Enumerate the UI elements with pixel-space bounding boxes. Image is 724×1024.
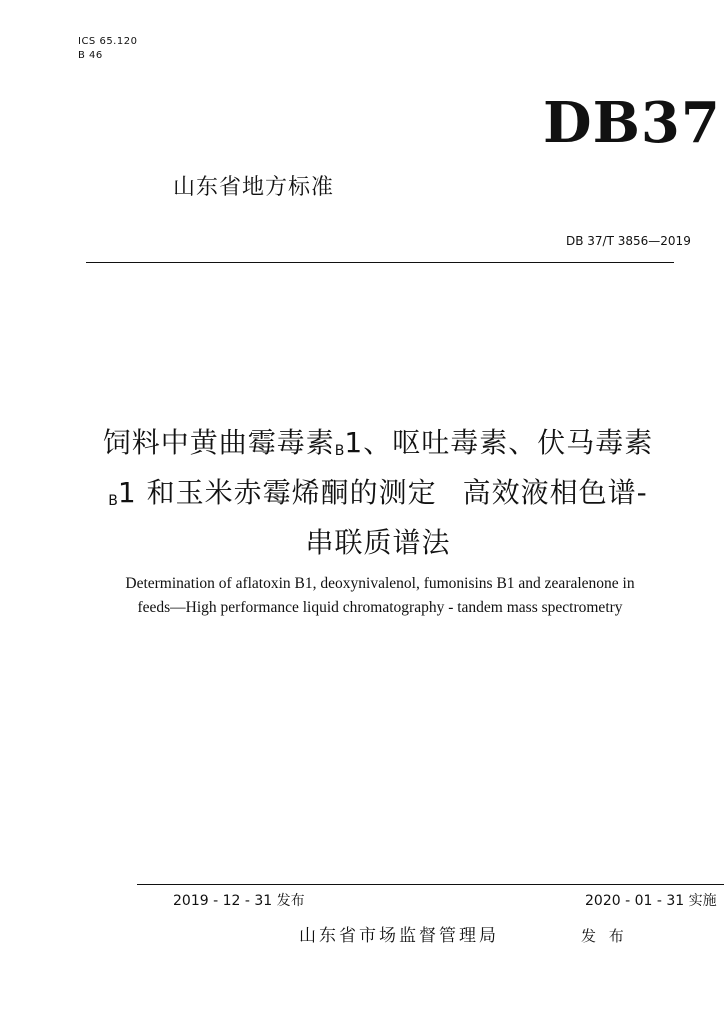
- ics-code: ICS 65.120: [78, 36, 138, 47]
- publisher-name: 山东省市场监督管理局: [299, 926, 499, 946]
- chinese-title-line-2-subscript: B: [108, 493, 118, 509]
- chinese-title-line-2: [78, 472, 678, 522]
- effective-date: 2020 - 01 - 31 实施: [585, 893, 717, 909]
- english-title-line-1: Determination of aflatoxin B1, deoxynivalenol, fumonisins B1 and zearalenone in: [125, 575, 635, 592]
- chinese-title-line-1-part-b: 1、呕吐毒素、伏马毒素: [344, 426, 654, 459]
- ccs-code: B 46: [78, 50, 103, 61]
- bottom-divider: [137, 884, 724, 885]
- english-title: [80, 572, 680, 620]
- standard-code: DB37: [543, 90, 721, 156]
- publish-label: 发 布: [581, 927, 628, 945]
- chinese-title-line-2-part-a: 1 和玉米赤霉烯酮的测定: [117, 476, 437, 509]
- issue-date: 2019 - 12 - 31 发布: [173, 893, 305, 909]
- chinese-title-line-2-part-b: 高效液相色谱-: [462, 476, 648, 509]
- chinese-title-line-3: 串联质谱法: [305, 526, 451, 559]
- organization-title: 山东省地方标准: [173, 175, 335, 200]
- english-title-line-2: feeds—High performance liquid chromatography - tandem mass spectrometry: [137, 599, 623, 616]
- chinese-title-line-1-subscript: B: [334, 443, 345, 459]
- chinese-title: [78, 422, 678, 563]
- standard-number: DB 37/T 3856—2019: [566, 234, 691, 248]
- ics-classification: [78, 35, 137, 63]
- chinese-title-line-1: [78, 422, 678, 472]
- chinese-title-line-1-part-a: 饲料中黄曲霉毒素: [102, 426, 335, 459]
- top-divider: [86, 262, 674, 263]
